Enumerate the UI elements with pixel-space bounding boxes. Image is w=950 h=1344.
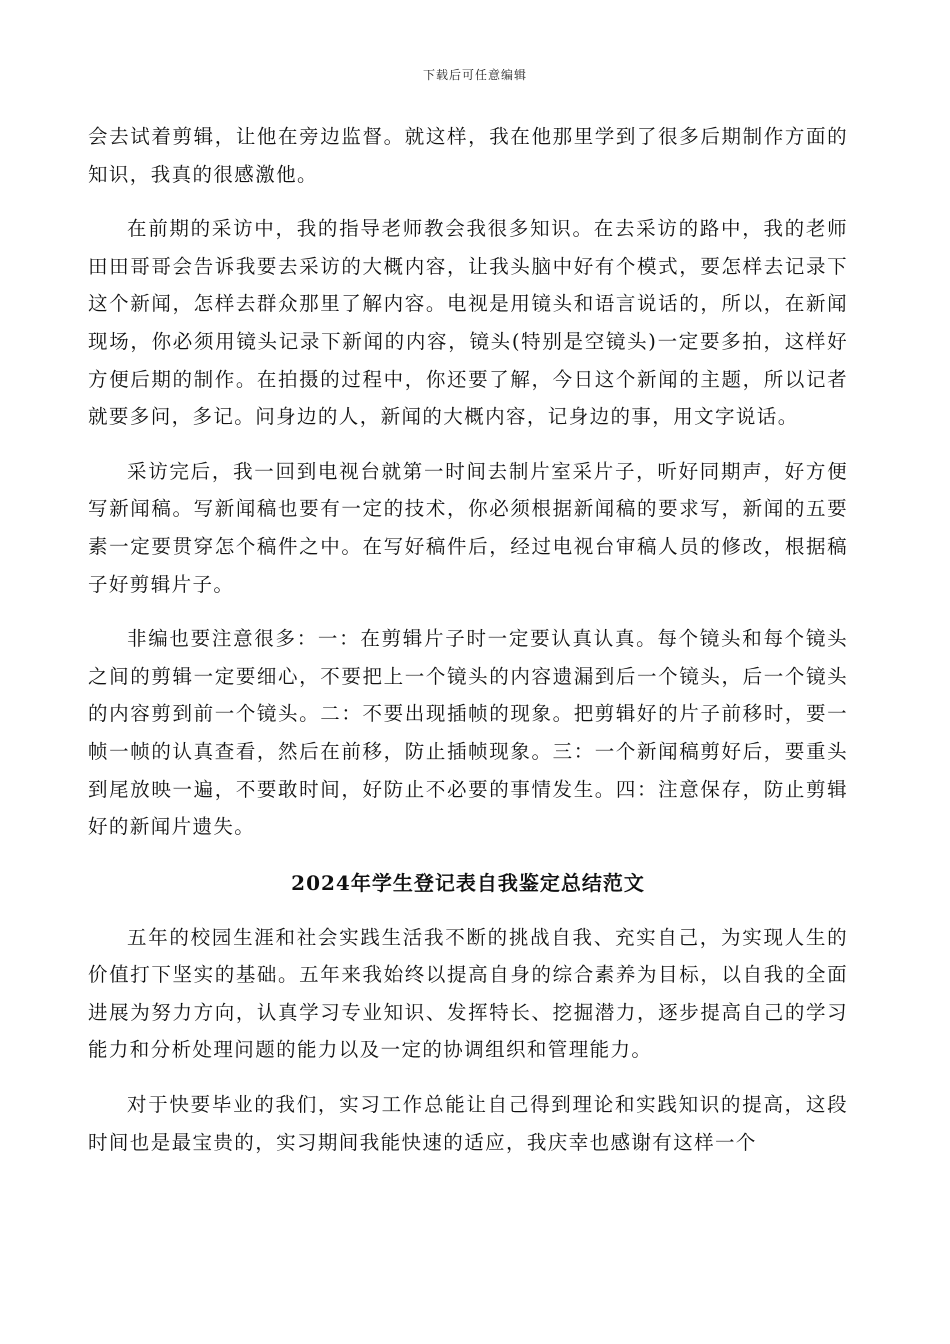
paragraph-editing-notes: 非编也要注意很多：一：在剪辑片子时一定要认真认真。每个镜头和每个镜头之间的剪辑一定要细心，不要把上一个镜头的内容遗漏到后一个镜头，后一个镜头的内容剪到前一个镜头。二：不要出现插帧的现象。把剪辑好的片子前移时，要一帧一帧的认真查看，然后在前移，防止插帧现象。三：一个新闻稿剪好后，要重头到尾放映一遍，不要敢时间，好防止不必要的事情发生。四：注意保存，防止剪辑好的新闻片遗失。	[88, 627, 848, 839]
paragraph-interview: 在前期的采访中，我的指导老师教会我很多知识。在去采访的路中，我的老师田田哥哥会告诉我要去采访的大概内容，让我头脑中好有个模式，要怎样去记录下这个新闻，怎样去群众那里了解内容。电视是用镜头和语言说话的，所以，在新闻现场，你必须用镜头记录下新闻的内容，镜头(特别是空镜头)一定要多拍，这样好方便后期的制作。在拍摄的过程中，你还要了解，今日这个新闻的主题，所以记者就要多问，多记。问身边的人，新闻的大概内容，记身边的事，用文字说话。	[88, 217, 849, 429]
paragraph-after-interview: 采访完后，我一回到电视台就第一时间去制片室采片子，听好同期声，好方便写新闻稿。写新闻稿也要有一定的技术，你必须根据新闻稿的要求写，新闻的五要素一定要贯穿怎个稿件之中。在写好稿件后，经过电视台审稿人员的修改，根据稿子好剪辑片子。	[88, 459, 848, 596]
document-body	[88, 118, 848, 1161]
paragraph-self-assessment: 五年的校园生涯和社会实践生活我不断的挑战自我、充实自己，为实现人生的价值打下坚实的基础。五年来我始终以提高自身的综合素养为目标，以自我的全面进展为努力方向，认真学习专业知识、发挥特长、挖掘潜力，逐步提高自己的学习能力和分析处理问题的能力以及一定的协调组织和管理能力。	[88, 925, 848, 1062]
page-header: 下载后可任意编辑	[422, 68, 527, 82]
paragraph-internship: 对于快要毕业的我们，实习工作总能让自己得到理论和实践知识的提高，这段时间也是最宝贵的，实习期间我能快速的适应，我庆幸也感谢有这样一个	[88, 1093, 848, 1154]
paragraph-continuation: 会去试着剪辑，让他在旁边监督。就这样，我在他那里学到了很多后期制作方面的知识，我真的很感激他。	[88, 125, 848, 186]
section-title: 2024年学生登记表自我鉴定总结范文	[291, 870, 645, 895]
